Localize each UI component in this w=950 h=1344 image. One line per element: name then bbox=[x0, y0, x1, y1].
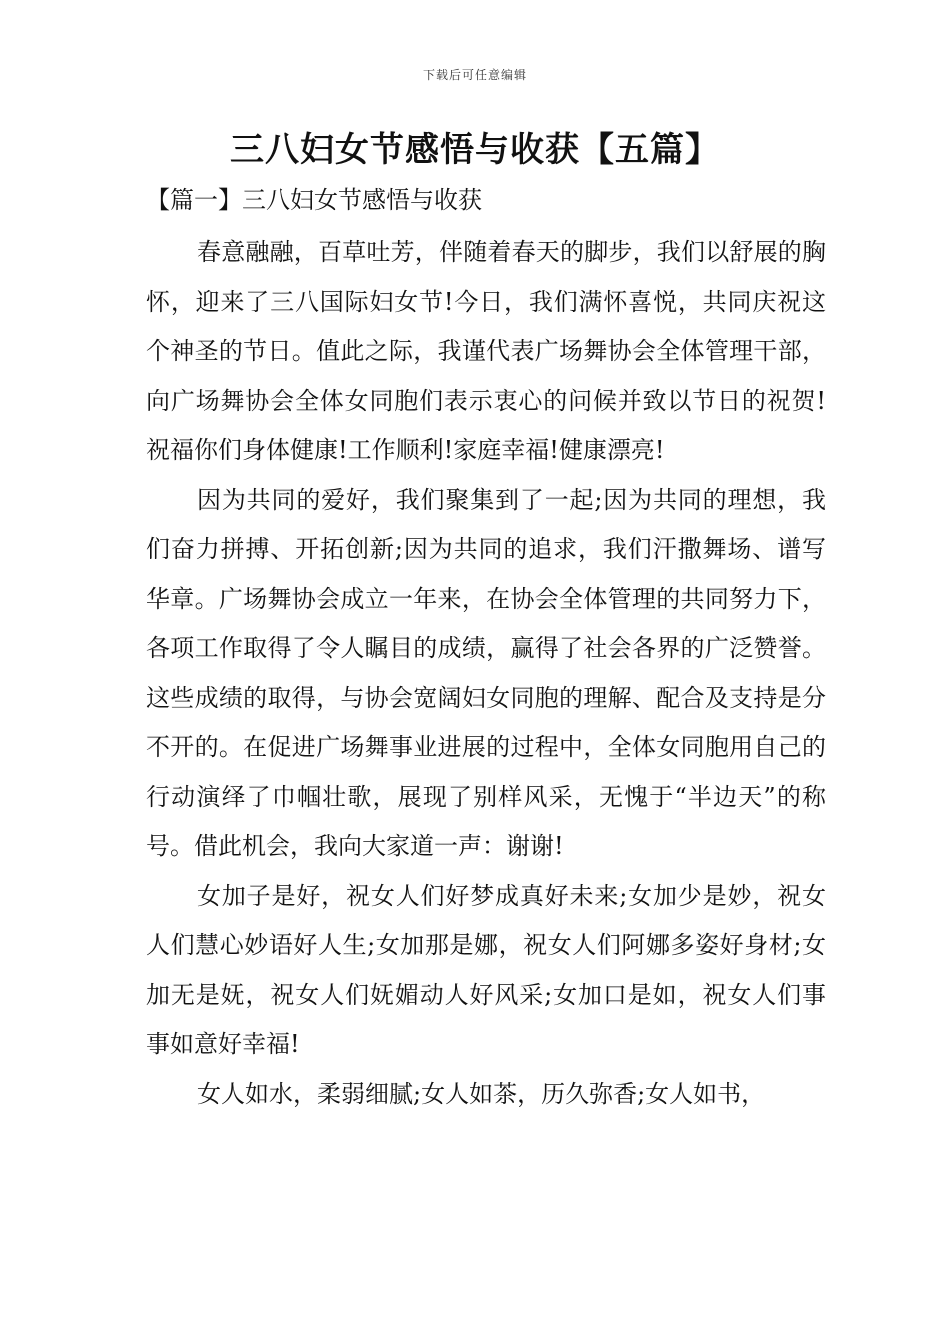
paragraph: 因为共同的爱好，我们聚集到了一起;因为共同的理想，我们奋力拼搏、开拓创新;因为共同的追求，我们汗撒舞场、谱写华章。广场舞协会成立一年来，在协会全体管理的共同努力下，各项工作取得了令人瞩目的成绩，赢得了社会各界的广泛赞誉。这些成绩的取得，与协会宽阔妇女同胞的理解、配合及支持是分不开的。在促进广场舞事业进展的过程中，全体女同胞用自己的行动演绎了巾帼壮歌，展现了别样风采，无愧于“半边天”的称号。借此机会，我向大家道一声：谢谢! bbox=[146, 485, 826, 860]
document-title: 三八妇女节感悟与收获【五篇】 bbox=[230, 130, 720, 170]
header-note: 下载后可任意编辑 bbox=[422, 68, 527, 82]
paragraph: 女加子是好，祝女人们好梦成真好未来;女加少是妙，祝女人们慧心妙语好人生;女加那是娜，祝女人们阿娜多姿好身材;女加无是妩，祝女人们妩媚动人好风采;女加口是如，祝女人们事事如意好幸福! bbox=[146, 881, 826, 1058]
section-heading: 【篇一】三八妇女节感悟与收获 bbox=[146, 186, 482, 214]
paragraph: 女人如水，柔弱细腻;女人如茶，历久弥香;女人如书， bbox=[197, 1079, 766, 1108]
document-body bbox=[146, 228, 826, 1119]
paragraph: 春意融融，百草吐芳，伴随着春天的脚步，我们以舒展的胸怀，迎来了三八国际妇女节!今日，我们满怀喜悦，共同庆祝这个神圣的节日。值此之际，我谨代表广场舞协会全体管理干部，向广场舞协会全体女同胞们表示衷心的问候并致以节日的祝贺!祝福你们身体健康!工作顺利!家庭幸福!健康漂亮! bbox=[146, 238, 826, 464]
